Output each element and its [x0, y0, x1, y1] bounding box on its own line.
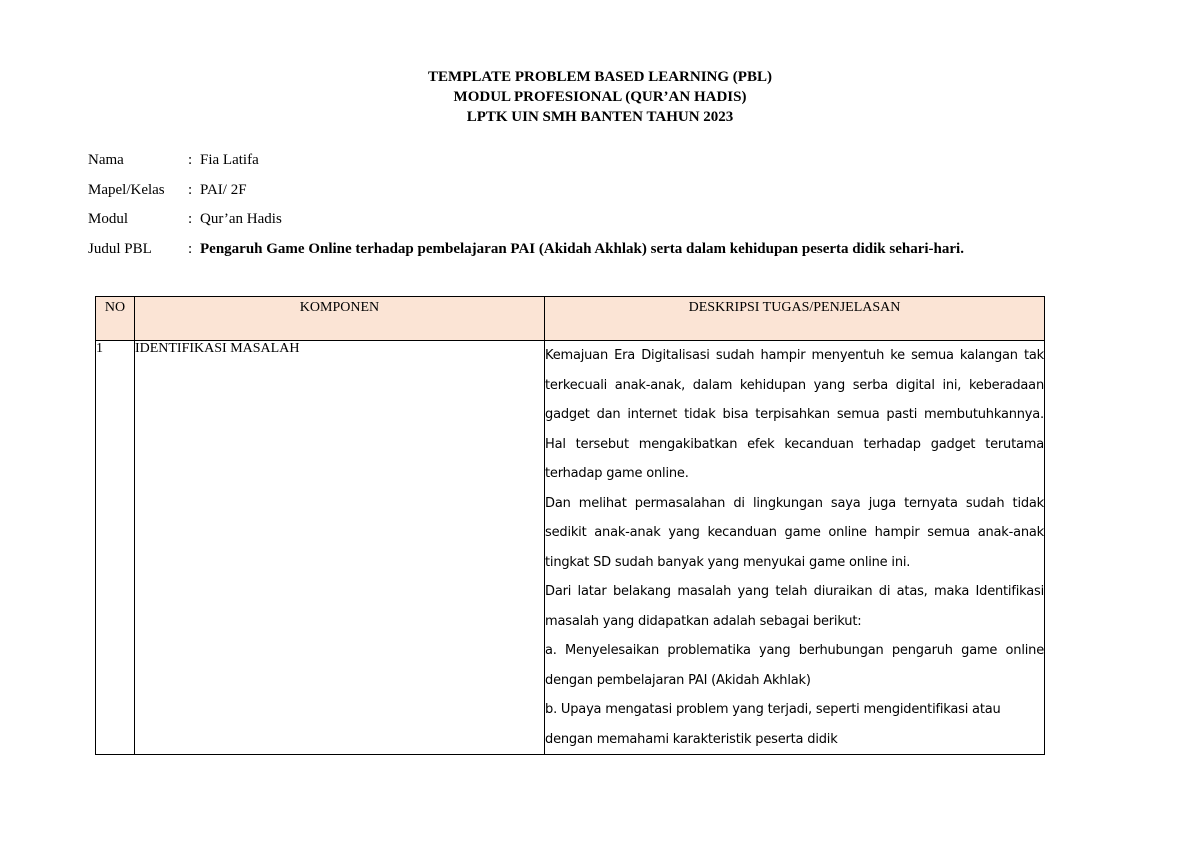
document-header [0, 67, 1200, 127]
info-row-judul [88, 239, 964, 269]
info-row-modul [88, 209, 964, 239]
info-label: Judul PBL [88, 240, 152, 257]
description-paragraph: Kemajuan Era Digitalisasi sudah hampir menyentuh ke semua kalangan tak terkecuali anak-anak, dalam kehidupan yang serba digital ini, keberadaan gadget dan internet tidak bisa terpisahkan semua pasti membutuhkannya. Hal tersebut mengakibatkan efek kecanduan terhadap gadget terutama terhadap game online. [545, 348, 1044, 481]
identity-section [88, 150, 964, 268]
column-header-no: NO [96, 297, 135, 341]
info-separator: : [188, 211, 193, 227]
info-value-modul: Qur’an Hadis [200, 211, 282, 227]
cell-no: 1 [96, 341, 135, 755]
info-value-nama: Fia Latifa [200, 152, 259, 168]
header-module: MODUL PROFESIONAL (QUR’AN HADIS) [453, 89, 747, 105]
description-paragraph: Dari latar belakang masalah yang telah diuraikan di atas, maka Identifikasi masalah yang didapatkan adalah sebagai berikut: [545, 584, 1044, 629]
table-row [96, 341, 1045, 755]
description-list-item: a. Menyelesaikan problematika yang berhubungan pengaruh game online dengan pembelajaran PAI (Akidah Akhlak) [545, 643, 1044, 688]
info-row-mapel [88, 180, 964, 210]
info-label: Modul [88, 211, 129, 227]
pbl-table [95, 296, 1045, 755]
info-value-mapel: PAI/ 2F [200, 181, 247, 198]
info-label: Nama [88, 152, 124, 168]
column-header-komponen: KOMPONEN [134, 297, 544, 341]
header-institution: LPTK UIN SMH BANTEN TAHUN 2023 [466, 109, 734, 125]
info-separator: : [188, 240, 193, 257]
description-list-item: b. Upaya mengatasi problem yang terjadi, seperti mengidentifikasi atau dengan memahami karakteristik peserta didik [545, 702, 1001, 747]
table-header-row [96, 297, 1045, 341]
info-separator: : [188, 181, 193, 198]
description-paragraph: Dan melihat permasalahan di lingkungan saya juga ternyata sudah tidak sedikit anak-anak yang kecanduan game online hampir semua anak-anak tingkat SD sudah banyak yang menyukai game online ini. [545, 495, 1044, 570]
info-separator: : [188, 152, 193, 168]
cell-deskripsi [545, 341, 1045, 755]
column-header-deskripsi: DESKRIPSI TUGAS/PENJELASAN [545, 297, 1045, 341]
cell-komponen: IDENTIFIKASI MASALAH [134, 341, 544, 755]
header-title: TEMPLATE PROBLEM BASED LEARNING (PBL) [428, 69, 772, 85]
info-row-nama [88, 150, 964, 180]
info-label: Mapel/Kelas [88, 181, 165, 198]
info-value-judul: Pengaruh Game Online terhadap pembelajaran PAI (Akidah Akhlak) serta dalam kehidupan peserta didik sehari-hari. [200, 240, 964, 257]
